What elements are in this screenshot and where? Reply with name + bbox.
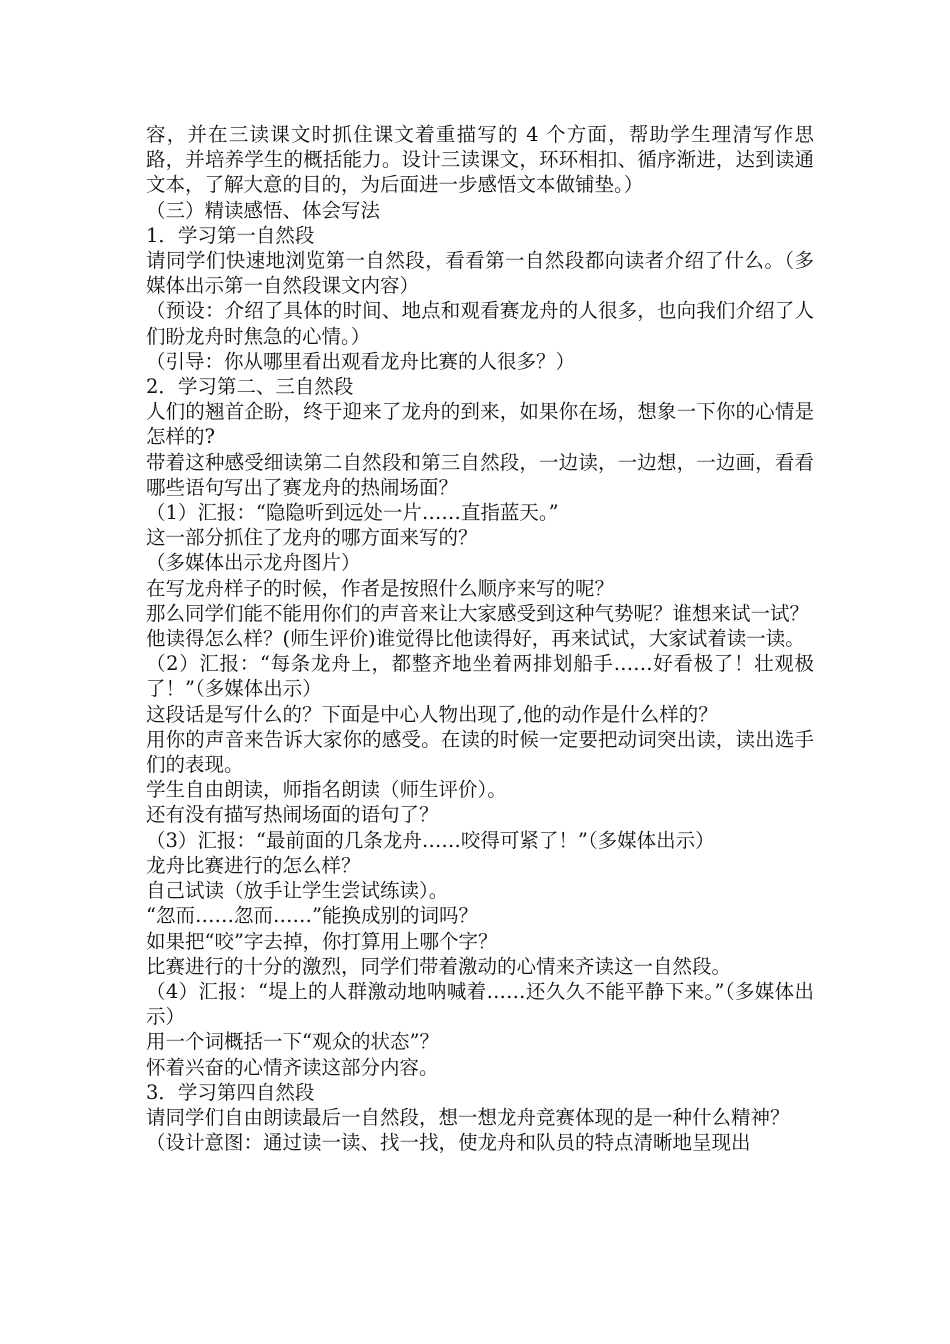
paragraph-question-audience-state: 用一个词概括一下“观众的状态”？ bbox=[146, 1030, 439, 1054]
paragraph-question-replace-words: “忽而……忽而……”能换成别的词吗？ bbox=[146, 904, 478, 928]
paragraph-design-intent-continued: 容，并在三读课文时抓住课文着重描写的 4 个方面，帮助学生理清写作思路，并培养学生的概括能力。设计三读课文，环环相扣、循序渐进，达到读通文本，了解大意的目的，为后面进一步感悟文本做铺垫。） bbox=[146, 123, 814, 197]
paragraph-design-intent-start: （设计意图：通过读一读、找一找，使龙舟和队员的特点清晰地呈现出 bbox=[146, 1131, 751, 1155]
subheading-paragraph-four: 3．学习第四自然段 bbox=[146, 1080, 315, 1104]
paragraph-report-three: （3）汇报：“最前面的几条龙舟……咬得可紧了！”（多媒体出示） bbox=[146, 828, 715, 852]
paragraph-question-order: 在写龙舟样子的时候，作者是按照什么顺序来写的呢？ bbox=[146, 576, 615, 600]
section-heading-close-reading: （三）精读感悟、体会写法 bbox=[146, 198, 381, 222]
paragraph-question-spirit: 请同学们自由朗读最后一自然段，想一想龙舟竞赛体现的是一种什么精神？ bbox=[146, 1105, 790, 1129]
paragraph-imagine-feeling: 人们的翘首企盼，终于迎来了龙舟的到来，如果你在场，想象一下你的心情是怎样的? bbox=[146, 400, 814, 449]
paragraph-evaluation: 他读得怎么样？(师生评价)谁觉得比他读得好，再来试试，大家试着读一读。 bbox=[146, 627, 805, 651]
paragraph-media-dragon-boat-image: （多媒体出示龙舟图片） bbox=[146, 551, 361, 575]
paragraph-report-one: （1）汇报：“隐隐听到远处一片……直指蓝天。” bbox=[146, 501, 559, 525]
paragraph-group-reading: 比赛进行的十分的激烈，同学们带着激动的心情来齐读这一自然段。 bbox=[146, 954, 732, 978]
paragraph-question-race-progress: 龙舟比赛进行的怎么样？ bbox=[146, 853, 361, 877]
paragraph-preset-answer: （预设：介绍了具体的时间、地点和观看赛龙舟的人很多，也向我们介绍了人们盼龙舟时焦急的心情。） bbox=[146, 299, 814, 348]
paragraph-free-reading: 学生自由朗读，师指名朗读（师生评价）。 bbox=[146, 778, 507, 802]
paragraph-read-and-mark: 带着这种感受细读第二自然段和第三自然段，一边读，一边想，一边画，看看哪些语句写出了赛龙舟的热闹场面？ bbox=[146, 450, 814, 499]
subheading-paragraphs-two-three: 2．学习第二、三自然段 bbox=[146, 375, 354, 399]
paragraph-report-two: （2）汇报：“每条龙舟上，都整齐地坐着两排划船手……好看极了！壮观极了！”（多媒体出示） bbox=[146, 652, 814, 701]
paragraph-voice-feeling: 用你的声音来告诉大家你的感受。在读的时候一定要把动词突出读，读出选手们的表现。 bbox=[146, 727, 814, 777]
paragraph-question-aspect: 这一部分抓住了龙舟的哪方面来写的？ bbox=[146, 526, 478, 550]
paragraph-question-more-scenes: 还有没有描写热闹场面的语句了？ bbox=[146, 803, 439, 827]
subheading-paragraph-one: 1．学习第一自然段 bbox=[146, 223, 315, 247]
paragraph-read-aloud-momentum: 那么同学们能不能用你们的声音来让大家感受到这种气势呢？谁想来试一试？ bbox=[146, 601, 810, 625]
paragraph-self-reading: 自己试读（放手让学生尝试练读）。 bbox=[146, 879, 449, 903]
paragraph-excited-reading: 怀着兴奋的心情齐读这部分内容。 bbox=[146, 1055, 439, 1079]
paragraph-question-central-figure: 这段话是写什么的？下面是中心人物出现了,他的动作是什么样的？ bbox=[146, 702, 718, 726]
paragraph-question-replace-character: 如果把“咬”字去掉，你打算用上哪个字？ bbox=[146, 929, 498, 953]
paragraph-browse-instruction: 请同学们快速地浏览第一自然段，看看第一自然段都向读者介绍了什么。（多媒体出示第一自然段课文内容） bbox=[146, 249, 814, 298]
document-page bbox=[146, 122, 814, 1155]
paragraph-guidance: （引导：你从哪里看出观看龙舟比赛的人很多？） bbox=[146, 349, 576, 373]
paragraph-report-four: （4）汇报：“堤上的人群激动地呐喊着……还久久不能平静下来。”（多媒体出示） bbox=[146, 979, 814, 1029]
